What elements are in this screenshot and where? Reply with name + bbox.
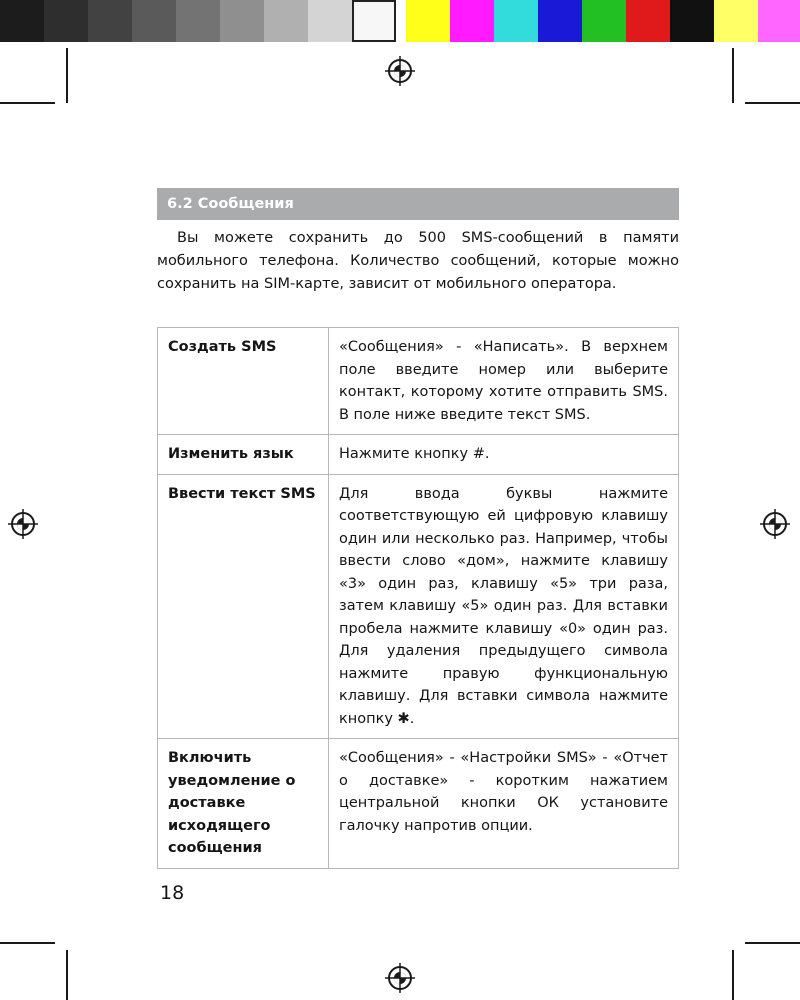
page-number: 18 (160, 882, 185, 904)
color-swatch (582, 0, 626, 42)
gray-swatch (132, 0, 176, 42)
gray-swatch (176, 0, 220, 42)
color-calibration-bar (0, 0, 800, 44)
row-description: Для ввода буквы нажмите соответствующую ей цифровую клавишу один или несколько раз. Например, чтобы ввести слово «дом», нажмите клавишу «3» один раз, клавишу «5» три раза, затем клавишу «5» один раз. Для вставки пробела нажмите клавишу «0» один раз. Для удаления предыдущего символа нажмите правую функциональную клавишу. Для вставки символа нажмите кнопку ✱. (329, 474, 679, 739)
color-swatch (538, 0, 582, 42)
crop-mark (745, 942, 800, 944)
gray-swatch (0, 0, 44, 42)
row-description: «Сообщения» - «Настройки SMS» - «Отчет о доставке» - коротким нажатием центральной кнопки ОК установите галочку напротив опции. (329, 739, 679, 869)
registration-mark-icon (8, 509, 38, 539)
crop-mark (0, 102, 55, 104)
color-swatch (670, 0, 714, 42)
table-row (158, 435, 679, 475)
color-swatch (450, 0, 494, 42)
sms-instructions-table (157, 327, 679, 869)
row-label: Создать SMS (158, 328, 329, 435)
gray-swatch (88, 0, 132, 42)
table-row (158, 474, 679, 739)
row-description: «Сообщения» - «Написать». В верхнем поле введите номер или выберите контакт, которому хотите отправить SMS. В поле ниже введите текст SMS. (329, 328, 679, 435)
color-swatch (758, 0, 800, 42)
row-label: Включить уведомление о доставке исходящего сообщения (158, 739, 329, 869)
registration-mark-icon (385, 963, 415, 993)
table-row (158, 328, 679, 435)
color-swatch (406, 0, 450, 42)
crop-mark (745, 102, 800, 104)
row-label: Изменить язык (158, 435, 329, 475)
section-title: 6.2 Сообщения (157, 188, 679, 220)
crop-mark (66, 950, 68, 1000)
row-label: Ввести текст SMS (158, 474, 329, 739)
crop-mark (732, 48, 734, 103)
gray-swatch (264, 0, 308, 42)
gray-swatch (308, 0, 352, 42)
gray-swatch (352, 0, 396, 42)
intro-paragraph: Вы можете сохранить до 500 SMS-сообщений в памяти мобильного телефона. Количество сообщений, которые можно сохранить на SIM-карте, зависит от мобильного оператора. (157, 230, 679, 292)
crop-mark (66, 48, 68, 103)
gray-swatch (220, 0, 264, 42)
color-swatch (714, 0, 758, 42)
table-row (158, 739, 679, 869)
registration-mark-icon (385, 56, 415, 86)
row-description: Нажмите кнопку #. (329, 435, 679, 475)
color-swatch (494, 0, 538, 42)
crop-mark (732, 950, 734, 1000)
gray-swatch (44, 0, 88, 42)
color-swatch (626, 0, 670, 42)
registration-mark-icon (760, 509, 790, 539)
crop-mark (0, 942, 55, 944)
